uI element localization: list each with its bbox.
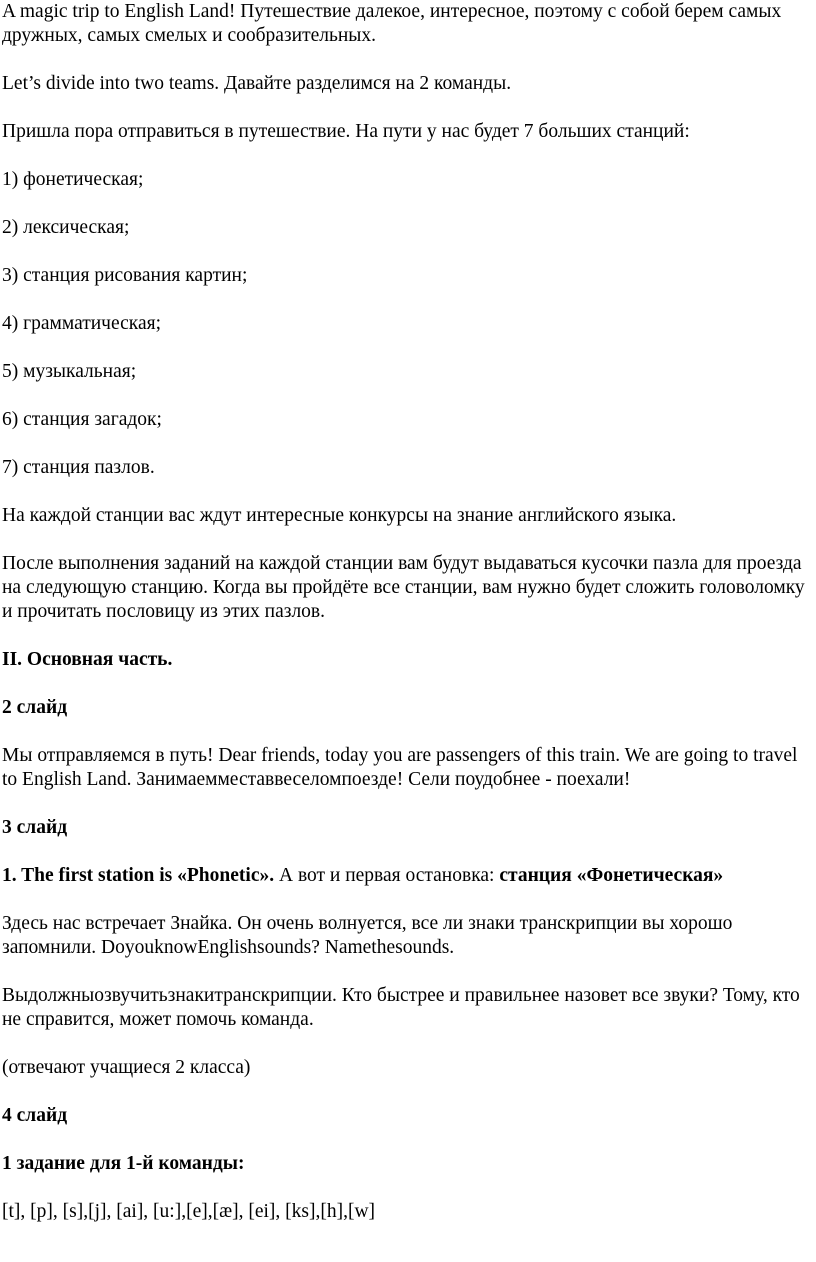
station-1-name: станция «Фонетическая» xyxy=(499,865,724,886)
section-heading-main xyxy=(2,648,808,672)
station-item-1: 1) фонетическая; xyxy=(2,169,144,190)
slide-3-heading-text: 3 слайд xyxy=(2,817,68,838)
voice-paragraph: Выдолжныозвучитьзнакитранскрипции. Кто быстрее и правильнее назовет все звуки? Тому, кто не справится, может помочь команда. xyxy=(2,985,800,1030)
section-heading-main-text: II. Основная часть. xyxy=(2,649,173,670)
answer-note: (отвечают учащиеся 2 класса) xyxy=(2,1057,251,1078)
teams-paragraph: Let’s divide into two teams. Давайте разделимся на 2 команды. xyxy=(2,73,512,94)
slide-2-heading-text: 2 слайд xyxy=(2,697,68,718)
station-item-3: 3) станция рисования картин; xyxy=(2,265,248,286)
slide-4-heading xyxy=(2,1104,808,1128)
sounds-list: [t], [p], [s],[j], [ai], [u:],[e],[æ], [ei], [ks],[h],[w] xyxy=(2,1201,376,1222)
station-item-6: 6) станция загадок; xyxy=(2,409,162,430)
znayka-paragraph: Здесь нас встречает Знайка. Он очень волнуется, все ли знаки транскрипции вы хорошо запомнили. DoyouknowEnglishsounds? Namethesounds. xyxy=(2,913,733,958)
contests-paragraph: На каждой станции вас ждут интересные конкурсы на знание английского языка. xyxy=(2,505,677,526)
task-1-heading xyxy=(2,1152,808,1176)
station-1-title: 1. The first station is «Phonetic». xyxy=(2,865,275,886)
station-item-7: 7) станция пазлов. xyxy=(2,457,155,478)
station-item-4: 4) грамматическая; xyxy=(2,313,161,334)
station-1-text: А вот и первая остановка: xyxy=(274,865,500,886)
station-item-5: 5) музыкальная; xyxy=(2,361,137,382)
journey-paragraph: Пришла пора отправиться в путешествие. На пути у нас будет 7 больших станций: xyxy=(2,121,690,142)
train-paragraph: Мы отправляемся в путь! Dear friends, today you are passengers of this train. We are going to travel to English Land. Занимаемместаввеселомпоезде! Сели поудобнее - поехали! xyxy=(2,745,798,790)
task-1-heading-text: 1 задание для 1-й команды: xyxy=(2,1153,245,1174)
slide-3-heading xyxy=(2,816,808,840)
slide-2-heading xyxy=(2,696,808,720)
puzzle-paragraph: После выполнения заданий на каждой станции вам будут выдаваться кусочки пазла для проезда на следующую станцию. Когда вы пройдёте все станции, вам нужно будет сложить головоломку и прочитать пословицу из этих пазлов. xyxy=(2,553,805,622)
station-item-2: 2) лексическая; xyxy=(2,217,130,238)
station-1-paragraph xyxy=(2,864,808,888)
intro-paragraph: A magic trip to English Land! Путешествие далекое, интересное, поэтому с собой берем самых дружных, самых смелых и сообразительных. xyxy=(2,1,782,46)
slide-4-heading-text: 4 слайд xyxy=(2,1105,68,1126)
